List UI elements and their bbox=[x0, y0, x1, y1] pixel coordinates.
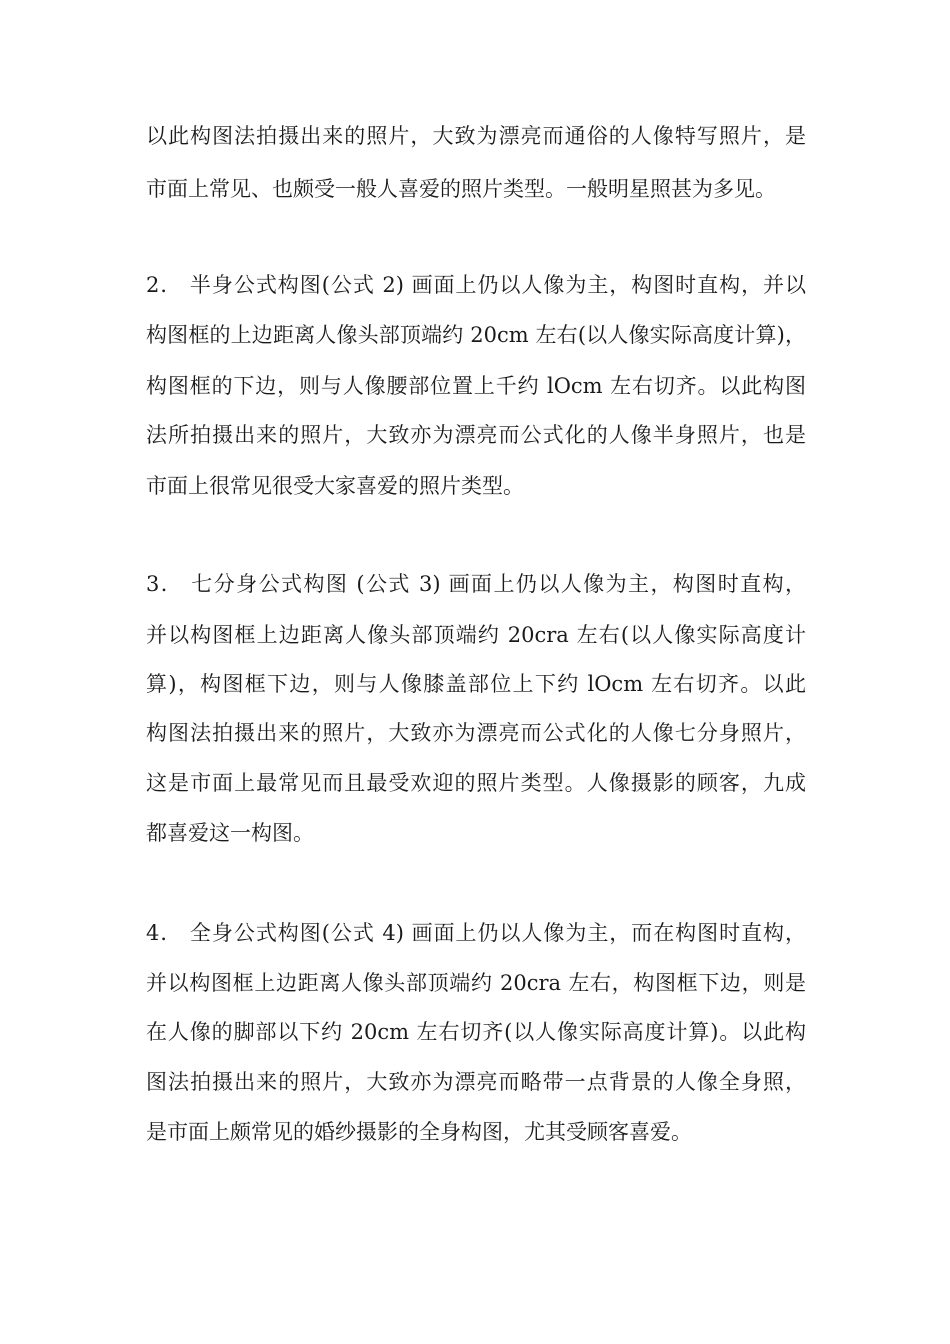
paragraph-4-line-1: 4． 全身公式构图(公式 4) 画面上仍以人像为主，而在构图时直构， bbox=[146, 921, 806, 945]
paragraph-3-line-5: 这是市面上最常见而且最受欢迎的照片类型。人像摄影的顾客，九成 bbox=[146, 771, 806, 795]
paragraph-3-line-1: 3． 七分身公式构图 (公式 3) 画面上仍以人像为主，构图时直构， bbox=[146, 572, 806, 596]
paragraph-3-line-6: 都喜爱这一构图。 bbox=[146, 821, 314, 845]
paragraph-4-line-3: 在人像的脚部以下约 20cm 左右切齐(以人像实际高度计算)。以此构 bbox=[146, 1020, 806, 1044]
paragraph-3-line-4: 构图法拍摄出来的照片，大致亦为漂亮而公式化的人像七分身照片， bbox=[146, 721, 806, 745]
paragraph-4-line-2: 并以构图框上边距离人像头部顶端约 20cra 左右，构图框下边，则是 bbox=[146, 971, 806, 995]
paragraph-3-line-2: 并以构图框上边距离人像头部顶端约 20cra 左右(以人像实际高度计 bbox=[146, 623, 806, 647]
paragraph-2-line-5: 市面上很常见很受大家喜爱的照片类型。 bbox=[146, 474, 524, 498]
paragraph-1-line-2: 市面上常见、也颇受一般人喜爱的照片类型。一般明星照甚为多见。 bbox=[146, 177, 776, 201]
paragraph-2-line-1: 2． 半身公式构图(公式 2) 画面上仍以人像为主，构图时直构，并以 bbox=[146, 273, 806, 297]
paragraph-3-line-3: 算)，构图框下边，则与人像膝盖部位上下约 lOcm 左右切齐。以此 bbox=[146, 672, 806, 696]
paragraph-2-line-4: 法所拍摄出来的照片，大致亦为漂亮而公式化的人像半身照片，也是 bbox=[146, 423, 806, 447]
paragraph-1-line-1: 以此构图法拍摄出来的照片，大致为漂亮而通俗的人像特写照片，是 bbox=[146, 124, 806, 148]
paragraph-4-line-4: 图法拍摄出来的照片，大致亦为漂亮而略带一点背景的人像全身照， bbox=[146, 1070, 806, 1094]
paragraph-4-line-5: 是市面上颇常见的婚纱摄影的全身构图，尤其受顾客喜爱。 bbox=[146, 1120, 692, 1144]
paragraph-2-line-3: 构图框的下边，则与人像腰部位置上千约 lOcm 左右切齐。以此构图 bbox=[146, 374, 806, 398]
paragraph-2-line-2: 构图框的上边距离人像头部顶端约 20cm 左右(以人像实际高度计算)， bbox=[146, 323, 806, 347]
